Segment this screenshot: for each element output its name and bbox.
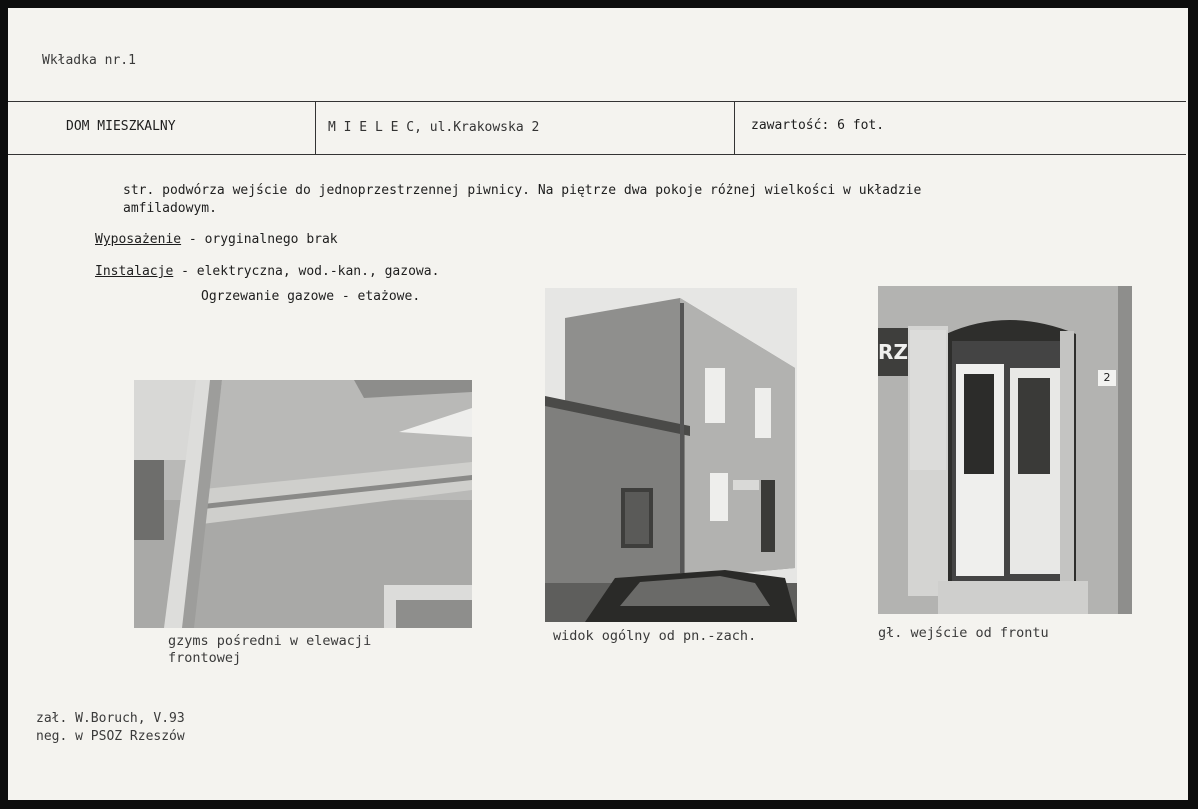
photo-cornice-caption-line-2: frontowej (168, 650, 242, 666)
photo-general-view-image (545, 288, 797, 622)
installations-label: Instalacje (95, 264, 174, 279)
author-credit: zał. W.Boruch, V.93 (36, 711, 185, 726)
table-divider-2 (734, 101, 735, 155)
photo-general-view-caption-line-1: widok ogólny od pn.-zach. (553, 628, 757, 644)
photo-general-view (545, 288, 797, 622)
table-top-border (8, 101, 1186, 102)
address: M I E L E C, ul.Krakowska 2 (328, 120, 540, 135)
installations-value: - elektryczna, wod.-kan., gazowa. (181, 264, 440, 279)
equipment-label: Wyposażenie (95, 232, 182, 247)
table-divider-1 (315, 101, 316, 155)
photo-cornice (134, 380, 472, 628)
photo-main-entrance-caption-line-1: gł. wejście od frontu (878, 625, 1049, 641)
description-line-1: str. podwórza wejście do jednoprzestrzennej piwnicy. Na piętrze dwa pokoje różnej wielkości w układzie (123, 183, 922, 198)
photo-main-entrance (878, 286, 1132, 614)
equipment-value: - oryginalnego brak (188, 232, 338, 247)
contents-count: zawartość: 6 fot. (751, 118, 885, 133)
description-line-2: amfiladowym. (123, 201, 217, 216)
photo-house-number: 2 (1103, 371, 1111, 384)
photo-sign-text: RZ (878, 340, 908, 364)
installations-row (95, 264, 439, 279)
photo-cornice-image (134, 380, 472, 628)
heating-line: Ogrzewanie gazowe - etażowe. (201, 289, 421, 304)
photo-main-entrance-image (878, 286, 1132, 614)
photo-cornice-caption (168, 633, 371, 667)
photo-cornice-caption-line-1: gzyms pośredni w elewacji (168, 633, 372, 649)
table-bottom-border (8, 154, 1186, 155)
record-card (8, 8, 1188, 800)
building-type: DOM MIESZKALNY (66, 119, 176, 134)
equipment-row (95, 232, 338, 247)
insert-label: Wkładka nr.1 (42, 53, 136, 68)
photo-main-entrance-caption (878, 625, 1049, 642)
photo-general-view-caption (553, 628, 756, 645)
negative-location: neg. w PSOZ Rzeszów (36, 729, 185, 744)
